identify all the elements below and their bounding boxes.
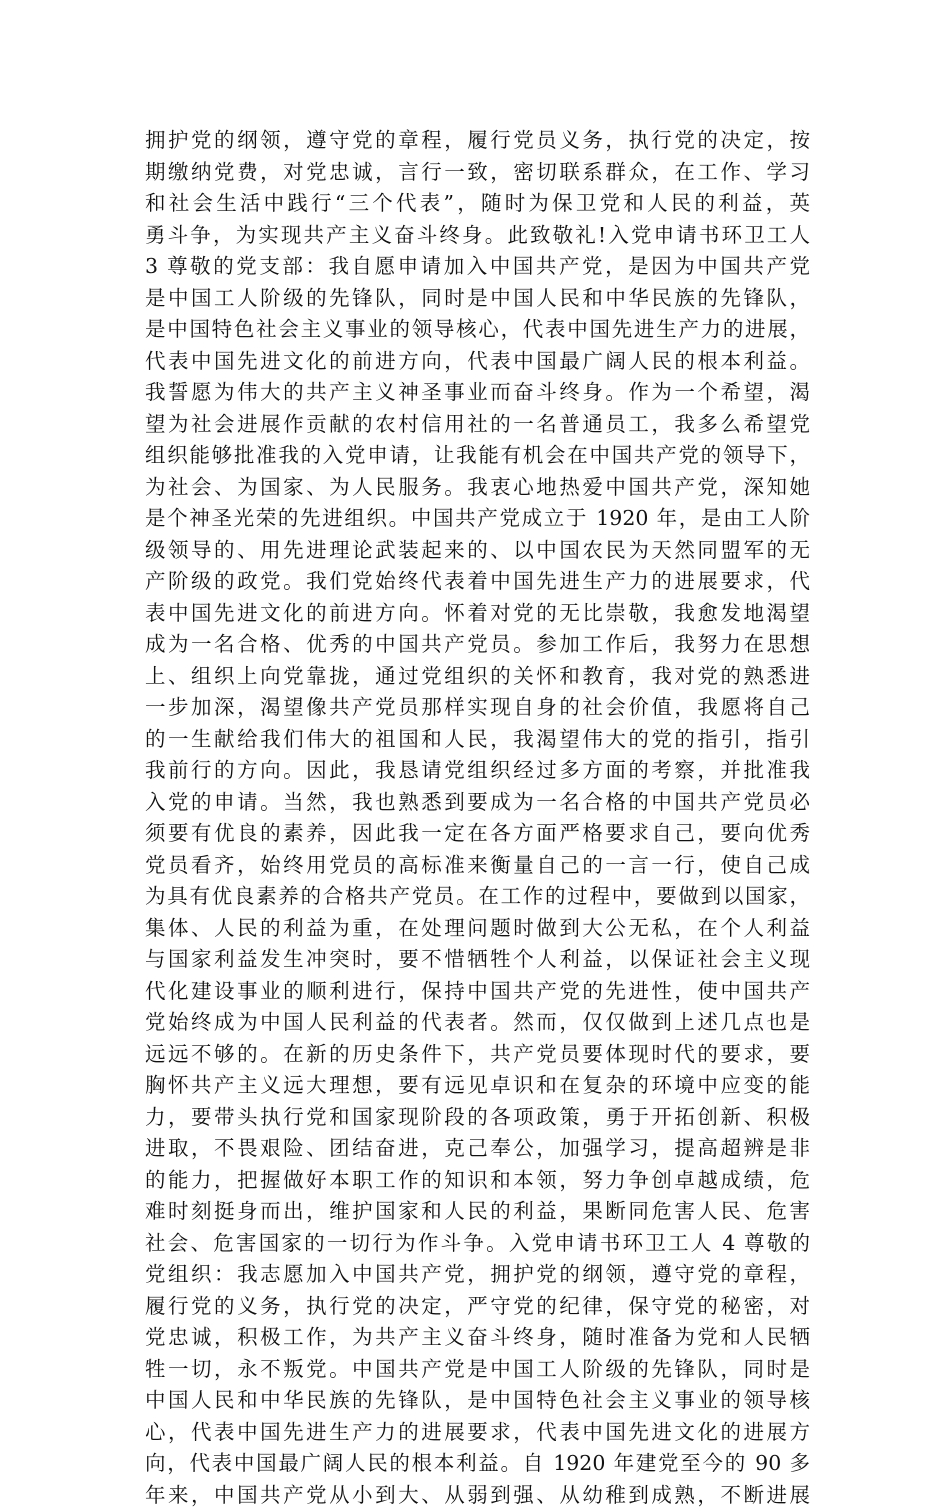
text-line: 入党的申请。当然，我也熟悉到要成为一名合格的中国共产党员必 [145,787,810,819]
text-line: 为具有优良素养的合格共产党员。在工作的过程中，要做到以国家， [145,881,810,913]
text-line: 进取，不畏艰险、团结奋进，克己奉公，加强学习，提高超辨是非 [145,1133,810,1165]
text-line: 牲一切，永不叛党。中国共产党是中国工人阶级的先锋队，同时是 [145,1354,810,1386]
text-line: 3 尊敬的党支部：我自愿申请加入中国共产党，是因为中国共产党 [145,251,810,283]
text-line: 社会、危害国家的一切行为作斗争。入党申请书环卫工人 4 尊敬的 [145,1228,810,1260]
text-line: 望为社会进展作贡献的农村信用社的一名普通员工，我多么希望党 [145,409,810,441]
text-line: 远远不够的。在新的历史条件下，共产党员要体现时代的要求，要 [145,1039,810,1071]
text-line: 产阶级的政党。我们党始终代表着中国先进生产力的进展要求，代 [145,566,810,598]
text-line: 级领导的、用先进理论武装起来的、以中国农民为天然同盟军的无 [145,535,810,567]
text-line: 上、组织上向党靠拢，通过党组织的关怀和教育，我对党的熟悉进 [145,661,810,693]
text-line: 集体、人民的利益为重，在处理问题时做到大公无私，在个人利益 [145,913,810,945]
text-line: 须要有优良的素养，因此我一定在各方面严格要求自己，要向优秀 [145,818,810,850]
text-line: 是个神圣光荣的先进组织。中国共产党成立于 1920 年，是由工人阶 [145,503,810,535]
text-line: 和社会生活中践行“三个代表”，随时为保卫党和人民的利益，英 [145,188,810,220]
text-line: 党员看齐，始终用党员的高标准来衡量自己的一言一行，使自己成 [145,850,810,882]
text-line: 是中国工人阶级的先锋队，同时是中国人民和中华民族的先锋队， [145,283,810,315]
text-line: 的一生献给我们伟大的祖国和人民，我渴望伟大的党的指引，指引 [145,724,810,756]
text-line: 表中国先进文化的前进方向。怀着对党的无比崇敬，我愈发地渴望 [145,598,810,630]
text-line: 是中国特色社会主义事业的领导核心，代表中国先进生产力的进展， [145,314,810,346]
text-line: 年来，中国共产党从小到大、从弱到强、从幼稚到成熟，不断进展 [145,1480,810,1511]
text-line: 党始终成为中国人民利益的代表者。然而，仅仅做到上述几点也是 [145,1007,810,1039]
text-line: 力，要带头执行党和国家现阶段的各项政策，勇于开拓创新、积极 [145,1102,810,1134]
text-line: 胸怀共产主义远大理想，要有远见卓识和在复杂的环境中应变的能 [145,1070,810,1102]
text-line: 我前行的方向。因此，我恳请党组织经过多方面的考察，并批准我 [145,755,810,787]
text-line: 难时刻挺身而出，维护国家和人民的利益，果断同危害人民、危害 [145,1196,810,1228]
text-line: 履行党的义务，执行党的决定，严守党的纪律，保守党的秘密，对 [145,1291,810,1323]
body-text [145,125,810,1511]
text-line: 党组织：我志愿加入中国共产党，拥护党的纲领，遵守党的章程， [145,1259,810,1291]
text-line: 成为一名合格、优秀的中国共产党员。参加工作后，我努力在思想 [145,629,810,661]
text-line: 向，代表中国最广阔人民的根本利益。自 1920 年建党至今的 90 多 [145,1448,810,1480]
text-line: 勇斗争，为实现共产主义奋斗终身。此致敬礼!入党申请书环卫工人 [145,220,810,252]
text-line: 一步加深，渴望像共产党员那样实现自身的社会价值，我愿将自己 [145,692,810,724]
text-line: 为社会、为国家、为人民服务。我衷心地热爱中国共产党，深知她 [145,472,810,504]
text-line: 拥护党的纲领，遵守党的章程，履行党员义务，执行党的决定，按 [145,125,810,157]
text-line: 代表中国先进文化的前进方向，代表中国最广阔人民的根本利益。 [145,346,810,378]
text-line: 的能力，把握做好本职工作的知识和本领，努力争创卓越成绩，危 [145,1165,810,1197]
text-line: 与国家利益发生冲突时，要不惜牺牲个人利益，以保证社会主义现 [145,944,810,976]
text-line: 组织能够批准我的入党申请，让我能有机会在中国共产党的领导下， [145,440,810,472]
text-line: 代化建设事业的顺利进行，保持中国共产党的先进性，使中国共产 [145,976,810,1008]
text-line: 中国人民和中华民族的先锋队，是中国特色社会主义事业的领导核 [145,1385,810,1417]
text-line: 期缴纳党费，对党忠诚，言行一致，密切联系群众，在工作、学习 [145,157,810,189]
text-line: 我誓愿为伟大的共产主义神圣事业而奋斗终身。作为一个希望，渴 [145,377,810,409]
text-line: 心，代表中国先进生产力的进展要求，代表中国先进文化的进展方 [145,1417,810,1449]
text-line: 党忠诚，积极工作，为共产主义奋斗终身，随时准备为党和人民牺 [145,1322,810,1354]
